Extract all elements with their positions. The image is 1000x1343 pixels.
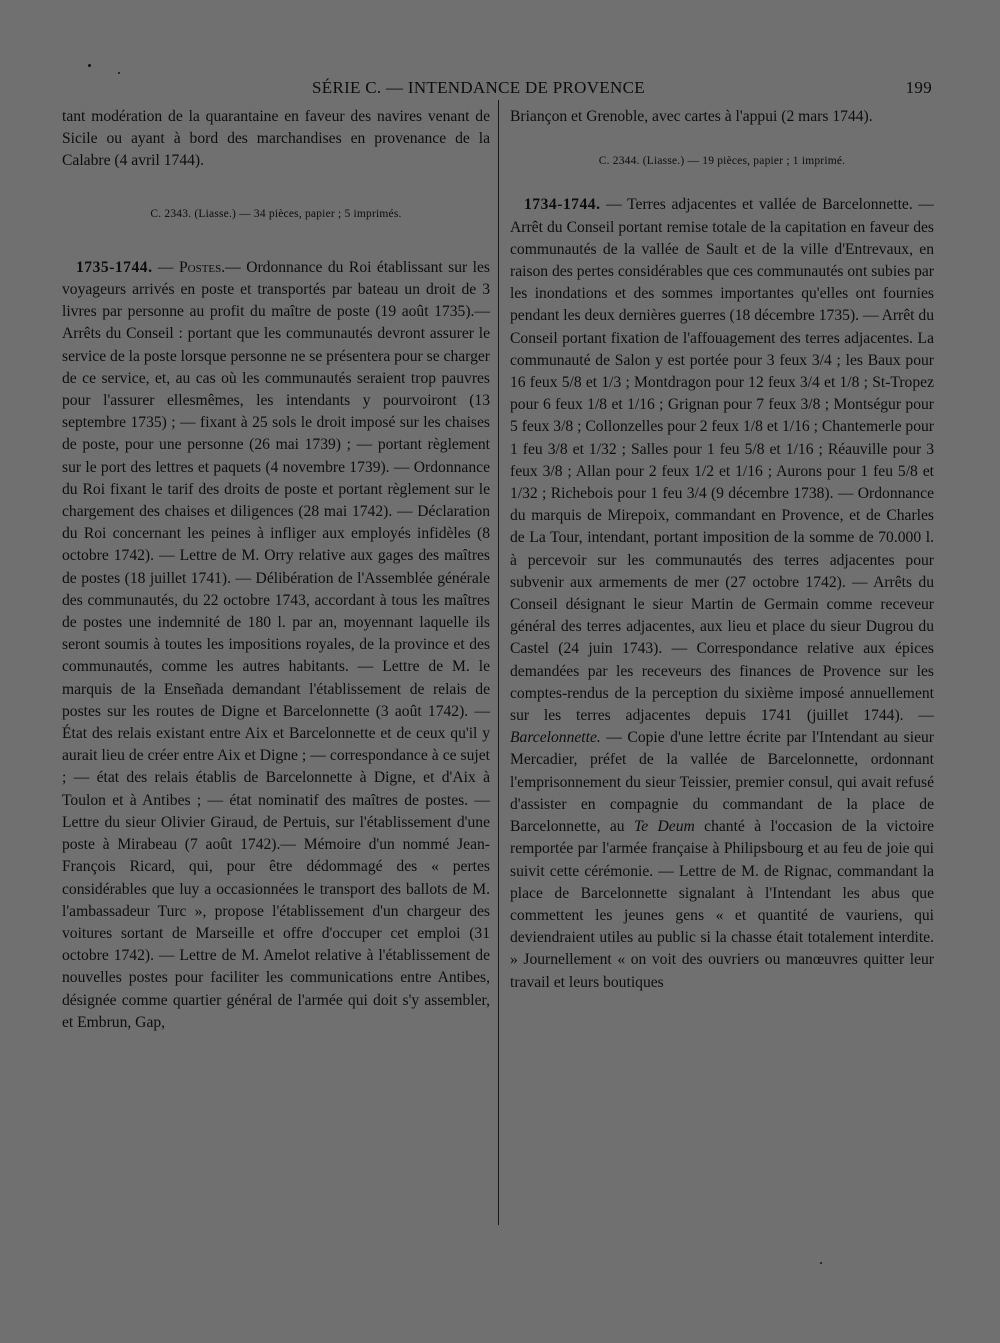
entry-body: — Ordonnance du Roi établissant sur les voyageurs arrivés en poste et transportés par bateau un droit de 3 livres par personne au profit du maître de poste (19 août 1735).— Arrêts du Conseil : portant que les communautés devront assurer le service de la poste lorsque personne ne se présentera pour se charger de ce service, et, au cas où les communautés seraient trop pauvres pour l'assurer ellesmêmes, les intendants y pourvoiront (13 septembre 1735) ; — fixant à 25 sols le droit imposé sur les chaises de poste, pour une personne (26 mai 1739) ; — portant règlement sur le port des lettres et paquets (4 novembre 1739). — Ordonnance du Roi fixant le tarif des droits de poste et portant règlement sur le chargement des chaises et diligences (28 mai 1742). — Déclaration du Roi concernant les peines à infliger aux employés infidèles (8 octobre 1742). — Lettre de M. Orry relative aux gages des maîtres de postes (18 juillet 1741). — Délibération de l'Assemblée générale des communautés, du 22 octobre 1743, accordant à tous les maîtres de postes une indemnité de 180 l. par an, moyennant laquelle ils seront soumis à toutes les impositions royales, de la province et des communautés, comme les autres habitants. — Lettre de M. le marquis de la Enseñada demandant l'établissement de relais de postes sur les routes de Digne et Barcelonnette (3 août 1742). — État des relais existant entre Aix et Barcelonnette et de ceux qu'il y aurait lieu de créer entre Aix et Digne ; — correspondance à ce sujet ; — état des relais établis de Barcelonnette à Digne, et d'Aix à Toulon et à Antibes ; — état nominatif des maîtres de postes. — Lettre du sieur Olivier Giraud, de Pertuis, sur l'établissement d'une poste à Mirabeau (7 août 1742).— Mémoire d'un nommé Jean-François Ricard, qui, pour être dédommagé des « pertes considérables que luy a occasionnées le transport des ballots de M. l'ambassadeur Turc », propose l'établissement d'un chargeur des voitures sortant de Marseille et offre d'occuper cet emploi (31 octobre 1742). — Lettre de M. Amelot relative à l'établissement de nouvelles postes pour faciliter les communications entre Antibes, désignée comme quartier général de l'armée qui doit s'y assembler, et Embrun, Gap, [62, 258, 491, 1031]
entry-place: Barcelonnette. [510, 729, 601, 747]
entry-heading: Postes. [178, 258, 226, 276]
scan-speck [88, 64, 91, 67]
scan-speck [118, 72, 120, 74]
archive-entry [510, 194, 934, 993]
left-column [62, 106, 490, 1034]
scan-speck [820, 1262, 822, 1264]
archive-entry [62, 257, 490, 1034]
running-header [62, 78, 932, 102]
column-divider [498, 100, 499, 1225]
entry-body-continued: — Copie d'une lettre écrite par l'Intendant au sieur Mercadier, préfet de la vallée de Barcelonnette, ordonnant l'emprisonnement du sieur Teissier, premier consul, qui avait refusé d'assister en compagnie du commandant de la place de Barcelonnette, au [510, 729, 934, 836]
entry-body-end: chanté à l'occasion de la victoire remportée par l'armée française à Philipsbourg et au feu de joie qui suivit cette cérémonie. — Lettre de M. de Rignac, commandant la place de Barcelonnette signalant à l'Intendant les abus que commettent les jeunes gens « et quantité de vauriens, qui deviendraient utiles au public si la chasse était totalement interdite. » Journellement « on voit des ouvriers ou manœuvres quitter leur travail et leurs boutiques [510, 818, 934, 991]
entry-dates: 1735-1744. [76, 258, 153, 276]
archive-cote: C. 2344. (Liasse.) — 19 pièces, papier ; 1 imprimé. [598, 155, 846, 168]
running-title: SÉRIE C. — INTENDANCE DE PROVENCE [312, 78, 645, 97]
entry-dates: 1734-1744. [524, 196, 601, 214]
right-column [510, 106, 934, 994]
page-number: 199 [905, 78, 932, 97]
archive-cote: C. 2343. (Liasse.) — 34 pièces, papier ; 5 imprimés. [150, 207, 402, 220]
continuation-text: Briançon et Grenoble, avec cartes à l'appui (2 mars 1744). [510, 108, 873, 125]
entry-body: — Terres adjacentes et vallée de Barcelonnette. — Arrêt du Conseil portant remise totale de la capitation en faveur des communautés de la vallée de Sault et de la ville d'Entrevaux, en raison des pertes considérables que ces communautés ont subies par les inondations et des sommes importantes qu'elles ont fournies pendant les deux dernières guerres (18 décembre 1735). — Arrêt du Conseil portant fixation de l'affouagement des terres adjacentes. La communauté de Salon y est portée pour 3 feux 3/4 ; les Baux pour 16 feux 5/8 et 1/3 ; Montdragon pour 12 feux 3/4 et 1/8 ; St-Tropez pour 6 feux 1/8 et 1/16 ; Grignan pour 7 feux 3/8 ; Montségur pour 5 feux 3/8 ; Collonzelles pour 2 feux 1/8 et 1/16 ; Chantemerle pour 1 feu 3/8 et 1/32 ; Salles pour 1 feu 5/8 et 1/16 ; Réauville pour 3 feux 3/8 ; Allan pour 2 feux 1/2 et 1/16 ; Aurons pour 1 feu 5/8 et 1/32 ; Richebois pour 1 feu 3/4 (9 décembre 1738). — Ordonnance du marquis de Mirepoix, commandant en Provence, et de Charles de La Tour, intendant, portant imposition de la somme de 70.000 l. à percevoir sur les communautés des terres adjacentes pour subvenir aux armements de mer (27 octobre 1742). — Arrêts du Conseil désignant le sieur Martin de Germain comme receveur général des terres adjacentes, aux lieu et place du sieur Dugrou du Castel (24 juin 1743). — Correspondance relative aux épices demandées par les receveurs des finances de Provence sur les comptes-rendus de la perception du sixième imposé annuellement sur les terres adjacentes depuis 1741 (juillet 1744). — [510, 196, 934, 725]
entry-dash: — [152, 258, 179, 276]
continuation-text: tant modération de la quarantaine en faveur des navires venant de Sicile ou ayant à bord des marchandises en provenance de la Calabre (4 avril 1744). [62, 108, 490, 170]
entry-te-deum: Te Deum [633, 818, 695, 836]
